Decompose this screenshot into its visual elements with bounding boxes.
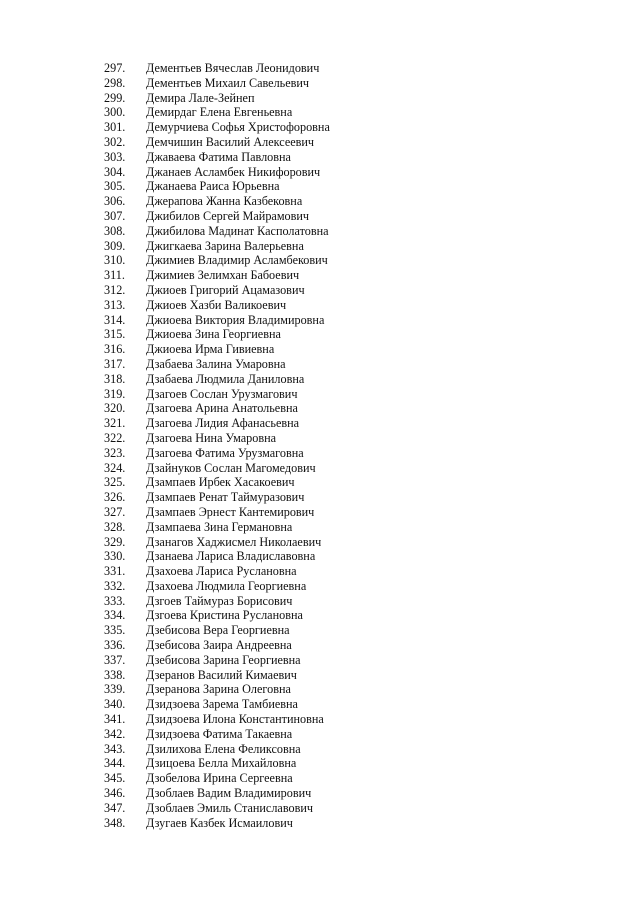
list-item	[104, 209, 330, 224]
entry-name: Дзебисова Зарина Георгиевна	[146, 652, 301, 667]
entry-number: 340.	[104, 697, 126, 712]
entry-number: 341.	[104, 712, 126, 727]
entry-number: 325.	[104, 475, 126, 490]
entry-number: 331.	[104, 564, 126, 579]
list-item	[104, 120, 330, 135]
list-item	[104, 549, 330, 564]
entry-name: Дзампаев Ирбек Хасакоевич	[146, 475, 295, 490]
entry-name: Дзугаев Казбек Исмаилович	[146, 815, 293, 830]
entry-number: 339.	[104, 682, 126, 697]
list-item	[104, 431, 330, 446]
entry-name: Демира Лале-Зейнеп	[146, 90, 255, 105]
entry-number: 348.	[104, 815, 126, 830]
list-item	[104, 742, 330, 757]
entry-number: 304.	[104, 164, 126, 179]
entry-name: Дзилихова Елена Феликсовна	[146, 741, 301, 756]
entry-name: Дзагоева Арина Анатольевна	[146, 401, 298, 416]
entry-name: Дзахоева Людмила Георгиевна	[146, 578, 307, 593]
entry-name: Джимиев Зелимхан Бабоевич	[146, 268, 300, 283]
list-item	[104, 520, 330, 535]
list-item	[104, 623, 330, 638]
entry-number: 329.	[104, 534, 126, 549]
entry-number: 300.	[104, 105, 126, 120]
entry-number: 345.	[104, 771, 126, 786]
entry-number: 337.	[104, 652, 126, 667]
list-item	[104, 727, 330, 742]
entry-number: 319.	[104, 386, 126, 401]
entry-name: Дзанаева Лариса Владиславовна	[146, 549, 316, 564]
entry-number: 318.	[104, 371, 126, 386]
list-item	[104, 786, 330, 801]
entry-name: Джаваева Фатима Павловна	[146, 149, 291, 164]
list-item	[104, 150, 330, 165]
entry-number: 338.	[104, 667, 126, 682]
entry-name: Дзидзоева Фатима Такаевна	[146, 726, 293, 741]
entry-name: Дзоблаев Вадим Владимирович	[146, 786, 312, 801]
entry-name: Дзахоева Лариса Руслановна	[146, 564, 297, 579]
list-item	[104, 416, 330, 431]
entry-name: Джиоева Ирма Гивиевна	[146, 342, 275, 357]
entry-name: Дзицоева Белла Михайловна	[146, 756, 297, 771]
entry-number: 335.	[104, 623, 126, 638]
entry-name: Дзеранов Василий Кимаевич	[146, 667, 297, 682]
list-item	[104, 801, 330, 816]
entry-number: 328.	[104, 519, 126, 534]
entry-number: 330.	[104, 549, 126, 564]
entry-number: 323.	[104, 445, 126, 460]
list-item	[104, 638, 330, 653]
list-item	[104, 446, 330, 461]
list-item	[104, 165, 330, 180]
entry-number: 317.	[104, 356, 126, 371]
entry-name: Джибилова Мадинат Касполатовна	[146, 223, 329, 238]
list-item	[104, 461, 330, 476]
entry-name: Джиоева Зина Георгиевна	[146, 327, 281, 342]
entry-number: 311.	[104, 268, 125, 283]
entry-number: 332.	[104, 578, 126, 593]
entry-name: Дзабаева Людмила Даниловна	[146, 371, 305, 386]
list-item	[104, 579, 330, 594]
list-item	[104, 135, 330, 150]
entry-name: Джибилов Сергей Майрамович	[146, 208, 310, 223]
entry-number: 298.	[104, 75, 126, 90]
entry-name: Дзебисова Заира Андреевна	[146, 638, 292, 653]
list-item	[104, 816, 330, 831]
list-item	[104, 76, 330, 91]
list-item	[104, 771, 330, 786]
entry-number: 303.	[104, 149, 126, 164]
list-item	[104, 712, 330, 727]
entry-name: Джимиев Владимир Асламбекович	[146, 253, 328, 268]
entry-number: 326.	[104, 490, 126, 505]
entry-name: Джанаев Асламбек Никифорович	[146, 164, 321, 179]
entry-name: Дзобелова Ирина Сергеевна	[146, 771, 293, 786]
entry-number: 315.	[104, 327, 126, 342]
list-item	[104, 313, 330, 328]
list-item	[104, 268, 330, 283]
list-item	[104, 194, 330, 209]
entry-name: Дзайнуков Сослан Магомедович	[146, 460, 316, 475]
entry-name: Джерапова Жанна Казбековна	[146, 194, 303, 209]
entry-name: Дзампаев Эрнест Кантемирович	[146, 504, 315, 519]
list-item	[104, 682, 330, 697]
entry-name: Дзампаев Ренат Таймуразович	[146, 490, 305, 505]
entry-number: 347.	[104, 800, 126, 815]
list-item	[104, 387, 330, 402]
list-item	[104, 224, 330, 239]
entry-name: Дзагоева Фатима Урузмаговна	[146, 445, 304, 460]
entry-name: Дзеранова Зарина Олеговна	[146, 682, 291, 697]
entry-number: 310.	[104, 253, 126, 268]
list-item	[104, 401, 330, 416]
entry-number: 305.	[104, 179, 126, 194]
name-list	[104, 61, 330, 830]
entry-number: 306.	[104, 194, 126, 209]
list-item	[104, 105, 330, 120]
list-item	[104, 505, 330, 520]
entry-number: 309.	[104, 238, 126, 253]
entry-number: 324.	[104, 460, 126, 475]
entry-number: 342.	[104, 726, 126, 741]
entry-number: 308.	[104, 223, 126, 238]
entry-name: Демирдаг Елена Евгеньевна	[146, 105, 293, 120]
entry-name: Джиоев Хазби Валикоевич	[146, 297, 287, 312]
list-item	[104, 564, 330, 579]
list-item	[104, 608, 330, 623]
entry-name: Дзоблаев Эмиль Станиславович	[146, 800, 313, 815]
entry-name: Джанаева Раиса Юрьевна	[146, 179, 280, 194]
entry-number: 314.	[104, 312, 126, 327]
entry-name: Джиоев Григорий Ацамазович	[146, 282, 305, 297]
entry-name: Джигкаева Зарина Валерьевна	[146, 238, 304, 253]
list-item	[104, 298, 330, 313]
entry-number: 316.	[104, 342, 126, 357]
list-item	[104, 61, 330, 76]
entry-name: Дзабаева Залина Умаровна	[146, 356, 286, 371]
entry-number: 333.	[104, 593, 126, 608]
entry-number: 297.	[104, 61, 126, 75]
entry-name: Дзагоева Лидия Афанасьевна	[146, 416, 300, 431]
entry-name: Дзидзоева Илона Константиновна	[146, 712, 324, 727]
entry-number: 327.	[104, 504, 126, 519]
list-item	[104, 653, 330, 668]
entry-number: 321.	[104, 416, 126, 431]
entry-name: Дзидзоева Зарема Тамбиевна	[146, 697, 298, 712]
entry-name: Дзагоев Сослан Урузмагович	[146, 386, 298, 401]
entry-number: 299.	[104, 90, 126, 105]
entry-name: Демчишин Василий Алексеевич	[146, 134, 315, 149]
entry-name: Дзгоева Кристина Руслановна	[146, 608, 303, 623]
entry-name: Джиоева Виктория Владимировна	[146, 312, 325, 327]
entry-name: Дементьев Михаил Савельевич	[146, 75, 310, 90]
list-item	[104, 91, 330, 106]
entry-number: 302.	[104, 134, 126, 149]
entry-number: 301.	[104, 120, 126, 135]
entry-name: Дзанагов Хаджисмел Николаевич	[146, 534, 322, 549]
list-item	[104, 668, 330, 683]
list-item	[104, 342, 330, 357]
list-item	[104, 475, 330, 490]
entry-number: 346.	[104, 786, 126, 801]
entry-number: 312.	[104, 282, 126, 297]
list-item	[104, 535, 330, 550]
list-item	[104, 283, 330, 298]
entry-number: 313.	[104, 297, 126, 312]
entry-name: Дементьев Вячеслав Леонидович	[146, 61, 320, 75]
list-item	[104, 697, 330, 712]
entry-number: 343.	[104, 741, 126, 756]
list-item	[104, 239, 330, 254]
list-item	[104, 357, 330, 372]
list-item	[104, 253, 330, 268]
entry-number: 344.	[104, 756, 126, 771]
entry-name: Дзебисова Вера Георгиевна	[146, 623, 290, 638]
entry-number: 334.	[104, 608, 126, 623]
entry-name: Дзгоев Таймураз Борисович	[146, 593, 293, 608]
entry-number: 320.	[104, 401, 126, 416]
entry-name: Дзампаева Зина Германовна	[146, 519, 293, 534]
entry-number: 322.	[104, 430, 126, 445]
list-item	[104, 490, 330, 505]
list-item	[104, 594, 330, 609]
list-item	[104, 179, 330, 194]
entry-name: Дзагоева Нина Умаровна	[146, 430, 277, 445]
list-item	[104, 756, 330, 771]
entry-number: 336.	[104, 638, 126, 653]
entry-number: 307.	[104, 208, 126, 223]
list-item	[104, 327, 330, 342]
list-item	[104, 372, 330, 387]
entry-name: Демурчиева Софья Христофоровна	[146, 120, 330, 135]
